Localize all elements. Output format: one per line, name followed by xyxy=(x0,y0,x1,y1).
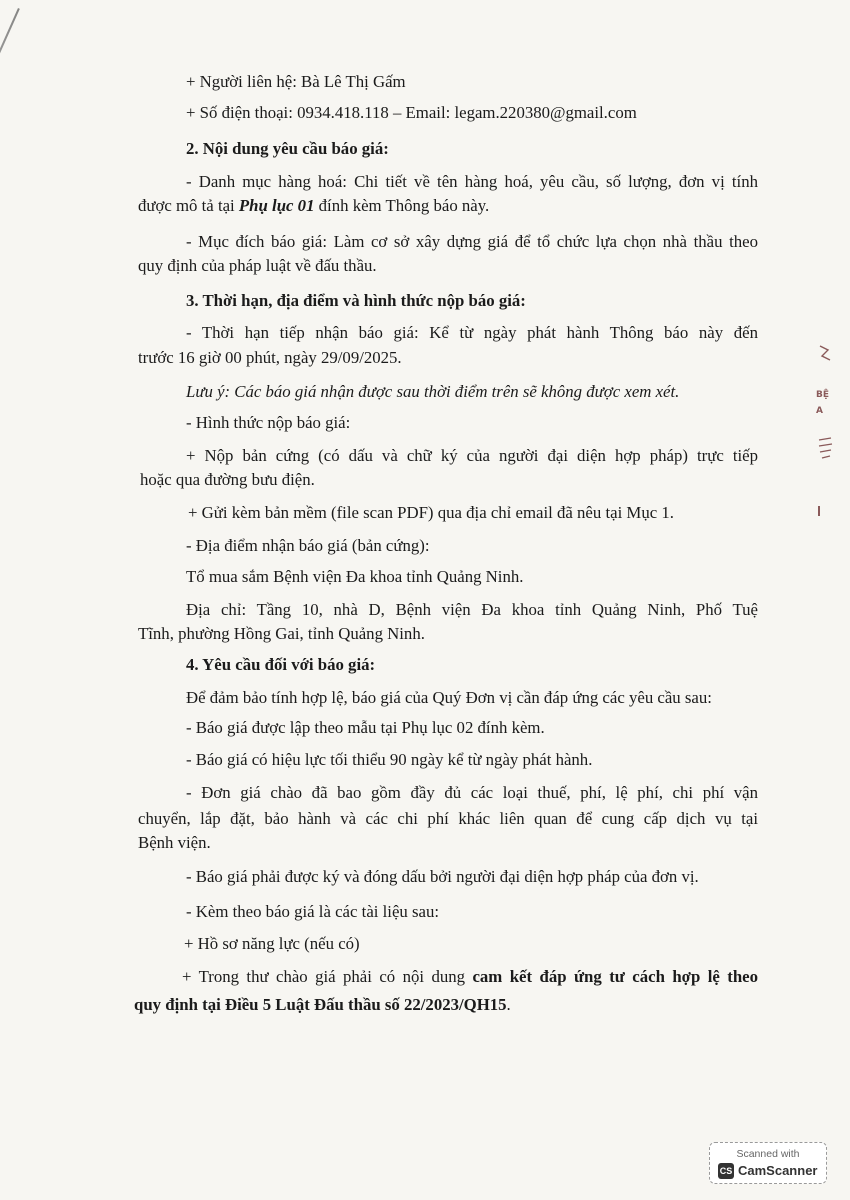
stamp-mark-c xyxy=(816,504,822,521)
s2-item2-line2: quy định của pháp luật về đấu thầu. xyxy=(138,256,377,275)
scanned-with-label: Scanned with xyxy=(736,1148,800,1160)
s4-item5-commitment-line1 xyxy=(182,966,758,988)
camscanner-watermark xyxy=(709,1142,827,1184)
s3-deadline-line1: - Thời hạn tiếp nhận báo giá: Kể từ ngày phát hành Thông báo này đến xyxy=(186,323,758,342)
margin-stamp-fragment xyxy=(812,340,848,530)
s2-item1-text-a: được mô tả tại xyxy=(138,196,239,215)
scan-edge-mark xyxy=(0,8,20,105)
s3-note: Lưu ý: Các báo giá nhận được sau thời điểm trên sẽ không được xem xét. xyxy=(186,382,680,401)
s4-item5: - Kèm theo báo giá là các tài liệu sau: xyxy=(186,902,440,921)
contact-phone-email: + Số điện thoại: 0934.418.118 – Email: legam.220380@gmail.com xyxy=(186,103,637,122)
s3-address-line1: Địa chỉ: Tầng 10, nhà D, Bệnh viện Đa khoa tỉnh Quảng Ninh, Phố Tuệ xyxy=(186,600,758,619)
stamp-dot-icon xyxy=(816,504,822,518)
stamp-mark-a xyxy=(816,344,838,368)
s2-item1-text-b: đính kèm Thông báo này. xyxy=(314,196,490,215)
s3-form-title: - Hình thức nộp báo giá: xyxy=(186,413,351,432)
section-4-title: 4. Yêu cầu đối với báo giá: xyxy=(186,655,376,674)
commitment-text-bold-b: quy định tại Điều 5 Luật Đấu thầu số 22/2023/QH15 xyxy=(134,995,507,1014)
s2-item1-line2 xyxy=(138,195,489,217)
s4-item3-line2: chuyển, lắp đặt, bảo hành và các chi phí khác liên quan để cung cấp dịch vụ tại xyxy=(138,809,758,828)
section-2-title: 2. Nội dung yêu cầu báo giá: xyxy=(186,139,389,158)
s4-item3-line3: Bệnh viện. xyxy=(138,833,211,852)
s3-address-line2: Tĩnh, phường Hồng Gai, tỉnh Quảng Ninh. xyxy=(138,624,425,643)
commitment-period: . xyxy=(506,995,511,1014)
commitment-text-a: + Trong thư chào giá phải có nội dung xyxy=(182,967,473,986)
s3-hardcopy-line2: hoặc qua đường bưu điện. xyxy=(140,470,315,489)
s3-hardcopy-line1: + Nộp bản cứng (có dấu và chữ ký của người đại diện hợp pháp) trực tiếp xyxy=(186,446,758,465)
camscanner-logo-icon: CS xyxy=(718,1163,734,1179)
s4-item4: - Báo giá phải được ký và đóng dấu bởi người đại diện hợp pháp của đơn vị. xyxy=(186,867,699,886)
commitment-text-bold-a: cam kết đáp ứng tư cách hợp lệ theo xyxy=(472,967,759,986)
s2-item2-line1: - Mục đích báo giá: Làm cơ sở xây dựng giá để tổ chức lựa chọn nhà thầu theo xyxy=(186,232,758,251)
stamp-mark-b xyxy=(816,436,838,465)
appendix-01-ref: Phụ lục 01 xyxy=(238,196,315,215)
s4-item5-commitment-line2 xyxy=(134,994,511,1016)
stamp-text-a: BỆ xyxy=(816,390,830,400)
stamp-glyph-icon xyxy=(816,436,838,462)
s4-item5-capability: + Hồ sơ năng lực (nếu có) xyxy=(184,934,360,953)
s2-item1-line1: - Danh mục hàng hoá: Chi tiết về tên hàng hoá, yêu cầu, số lượng, đơn vị tính xyxy=(186,172,758,191)
camscanner-brand: CamScanner xyxy=(738,1163,818,1178)
stamp-text-b: A xyxy=(816,406,823,416)
s4-intro: Để đảm bảo tính hợp lệ, báo giá của Quý Đơn vị cần đáp ứng các yêu cầu sau: xyxy=(186,688,712,707)
s3-softcopy: + Gửi kèm bản mềm (file scan PDF) qua địa chỉ email đã nêu tại Mục 1. xyxy=(188,503,674,522)
s3-organization: Tổ mua sắm Bệnh viện Đa khoa tỉnh Quảng Ninh. xyxy=(186,567,524,586)
s4-item1: - Báo giá được lập theo mẫu tại Phụ lục 02 đính kèm. xyxy=(186,718,545,737)
s3-deadline-line2: trước 16 giờ 00 phút, ngày 29/09/2025. xyxy=(138,348,402,367)
s4-item3-line1: - Đơn giá chào đã bao gồm đầy đủ các loại thuế, phí, lệ phí, chi phí vận xyxy=(186,783,758,802)
contact-person: + Người liên hệ: Bà Lê Thị Gấm xyxy=(186,72,406,91)
s4-item2: - Báo giá có hiệu lực tối thiểu 90 ngày kể từ ngày phát hành. xyxy=(186,750,593,769)
section-3-title: 3. Thời hạn, địa điểm và hình thức nộp báo giá: xyxy=(186,291,526,310)
stamp-glyph-icon xyxy=(816,344,838,364)
s3-place-title: - Địa điểm nhận báo giá (bản cứng): xyxy=(186,536,430,555)
